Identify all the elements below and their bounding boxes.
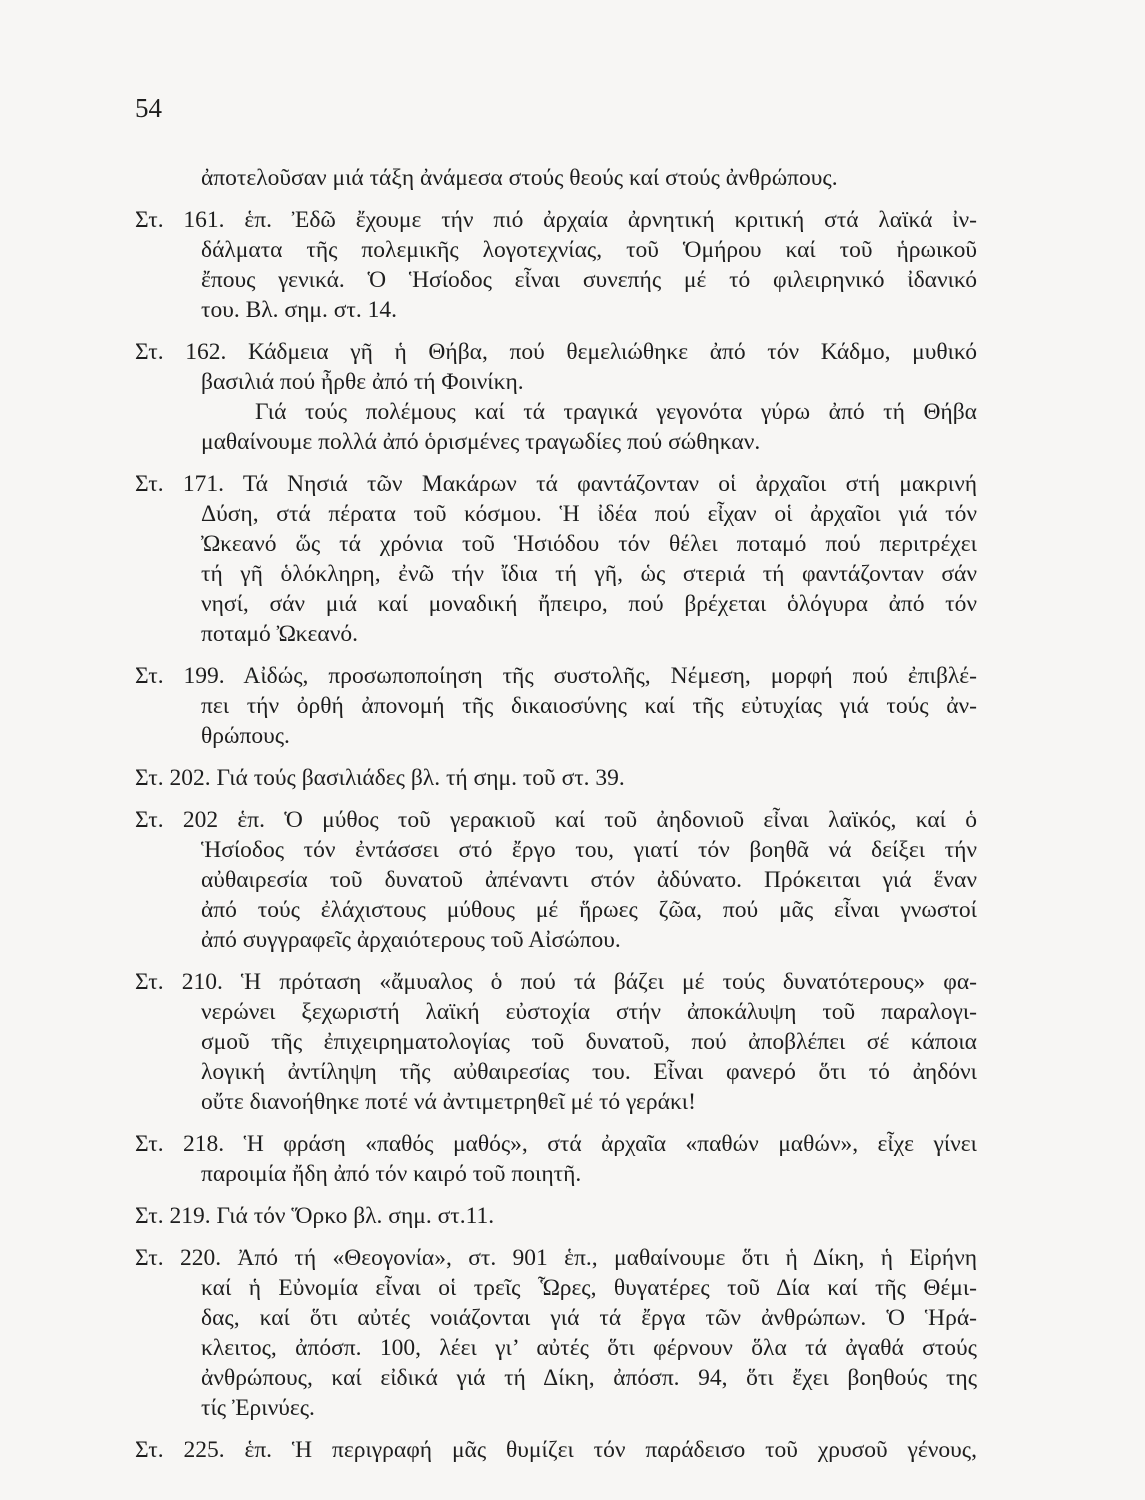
note-202-ep <box>135 805 977 955</box>
note-line: Γιά τούς πολέμους καί τά τραγικά γεγονότα γύρω ἀπό τή Θήβα <box>255 399 977 425</box>
note-line: ἀποτελοῦσαν μιά τάξη ἀνάμεσα στούς θεούς καί στούς ἀνθρώπους. <box>201 165 838 191</box>
page-number: 54 <box>135 93 162 123</box>
note-199 <box>135 661 977 751</box>
note-line: ἔπους γενικά. Ὁ Ἡσίοδος εἶναι συνεπής μέ τό φιλειρηνικό ἰδανικό <box>201 267 977 293</box>
note-line: πει τήν ὀρθή ἀπονομή τῆς δικαιοσύνης καί τῆς εὐτυχίας γιά τούς ἀν- <box>201 693 977 719</box>
note-line: Στ. 225. ἑπ. Ἡ περιγραφή μᾶς θυμίζει τόν παράδεισο τοῦ χρυσοῦ γένους, <box>135 1437 977 1463</box>
note-line: Στ. 171. Τά Νησιά τῶν Μακάρων τά φαντάζονταν οἱ ἀρχαῖοι στή μακρινή <box>135 471 977 497</box>
note-line: Στ. 210. Ἡ πρόταση «ἄμυαλος ὁ πού τά βάζει μέ τούς δυνατότερους» φα- <box>135 969 977 995</box>
note-line: Στ. 218. Ἡ φράση «παθός μαθός», στά ἀρχαῖα «παθών μαθών», εἶχε γίνει <box>135 1131 977 1157</box>
note-line: Ὠκεανό ὥς τά χρόνια τοῦ Ἡσιόδου τόν θέλει ποταμό πού περιτρέχει <box>201 531 977 557</box>
note-161 <box>135 205 977 325</box>
note-202 <box>135 763 977 793</box>
note-line: νερώνει ξεχωριστή λαϊκή εὐστοχία στήν ἀποκάλυψη τοῦ παραλογι- <box>201 999 977 1025</box>
note-line: Στ. 219. Γιά τόν Ὅρκο βλ. σημ. στ.11. <box>135 1203 495 1229</box>
note-line: αὐθαιρεσία τοῦ δυνατοῦ ἀπέναντι στόν ἀδύνατο. Πρόκειται γιά ἕναν <box>201 867 977 893</box>
note-171 <box>135 469 977 649</box>
note-line: θρώπους. <box>201 723 290 749</box>
note-210 <box>135 967 977 1117</box>
note-line: Στ. 202 ἑπ. Ὁ μύθος τοῦ γερακιοῦ καί τοῦ ἀηδονιοῦ εἶναι λαϊκός, καί ὁ <box>135 807 977 833</box>
note-162 <box>135 337 977 457</box>
note-line: Ἡσίοδος τόν ἐντάσσει στό ἔργο του, γιατί τόν βοηθᾶ νά δείξει τήν <box>201 837 977 863</box>
note-225 <box>135 1435 977 1465</box>
note-line: οὔτε διανοήθηκε ποτέ νά ἀντιμετρηθεῖ μέ τό γεράκι! <box>201 1089 696 1115</box>
note-line: καί ἡ Εὐνομία εἶναι οἱ τρεῖς Ὧρες, θυγατέρες τοῦ Δία καί τῆς Θέμι- <box>201 1275 977 1301</box>
note-line: Στ. 161. ἑπ. Ἐδῶ ἔχουμε τήν πιό ἀρχαία ἀρνητική κριτική στά λαϊκά ἰν- <box>135 207 977 233</box>
notes-text <box>135 163 977 1465</box>
note-line: Στ. 199. Αἰδώς, προσωποποίηση τῆς συστολῆς, Νέμεση, μορφή πού ἐπιβλέ- <box>135 663 977 689</box>
note-continuation <box>135 163 977 193</box>
note-line: ἀπό τούς ἐλάχιστους μύθους μέ ἥρωες ζῶα, πού μᾶς εἶναι γνωστοί <box>201 897 977 923</box>
note-line: δας, καί ὅτι αὐτές νοιάζονται γιά τά ἔργα τῶν ἀνθρώπων. Ὁ Ἡρά- <box>201 1305 977 1331</box>
note-line: ἀνθρώπους, καί εἰδικά γιά τή Δίκη, ἀπόσπ. 94, ὅτι ἔχει βοηθούς της <box>201 1365 977 1391</box>
note-line: δάλματα τῆς πολεμικῆς λογοτεχνίας, τοῦ Ὁμήρου καί τοῦ ἡρωικοῦ <box>201 237 977 263</box>
note-line: νησί, σάν μιά καί μοναδική ἤπειρο, πού βρέχεται ὁλόγυρα ἀπό τόν <box>201 591 977 617</box>
note-line: λογική ἀντίληψη τῆς αὐθαιρεσίας του. Εἶναι φανερό ὅτι τό ἀηδόνι <box>201 1059 977 1085</box>
note-line: ἀπό συγγραφεῖς ἀρχαιότερους τοῦ Αἰσώπου. <box>201 927 621 953</box>
note-line: σμοῦ τῆς ἐπιχειρηματολογίας τοῦ δυνατοῦ, πού ἀποβλέπει σέ κάποια <box>201 1029 977 1055</box>
note-219 <box>135 1201 977 1231</box>
note-line: βασιλιά πού ἦρθε ἀπό τή Φοινίκη. <box>201 369 524 395</box>
note-line: κλειτος, ἀπόσπ. 100, λέει γι’ αὐτές ὅτι φέρνουν ὅλα τά ἀγαθά στούς <box>201 1335 977 1361</box>
note-line: Στ. 220. Ἀπό τή «Θεογονία», στ. 901 ἑπ., μαθαίνουμε ὅτι ἡ Δίκη, ἡ Εἰρήνη <box>135 1245 977 1271</box>
note-220 <box>135 1243 977 1423</box>
note-line: ποταμό Ὠκεανό. <box>201 621 358 647</box>
note-line: τίς Ἐρινύες. <box>201 1395 315 1421</box>
note-line: Δύση, στά πέρατα τοῦ κόσμου. Ἡ ἰδέα πού εἶχαν οἱ ἀρχαῖοι γιά τόν <box>201 501 977 527</box>
note-line: του. Βλ. σημ. στ. 14. <box>201 297 397 323</box>
note-line: μαθαίνουμε πολλά ἀπό ὁρισμένες τραγωδίες πού σώθηκαν. <box>201 429 761 455</box>
note-line: παροιμία ἤδη ἀπό τόν καιρό τοῦ ποιητῆ. <box>201 1161 582 1187</box>
note-218 <box>135 1129 977 1189</box>
note-line: Στ. 202. Γιά τούς βασιλιάδες βλ. τή σημ. τοῦ στ. 39. <box>135 765 625 791</box>
note-line: Στ. 162. Κάδμεια γῆ ἡ Θήβα, πού θεμελιώθηκε ἀπό τόν Κάδμο, μυθικό <box>135 339 977 365</box>
note-line: τή γῆ ὁλόκληρη, ἐνῶ τήν ἴδια τή γῆ, ὡς στεριά τή φαντάζονταν σάν <box>201 561 977 587</box>
